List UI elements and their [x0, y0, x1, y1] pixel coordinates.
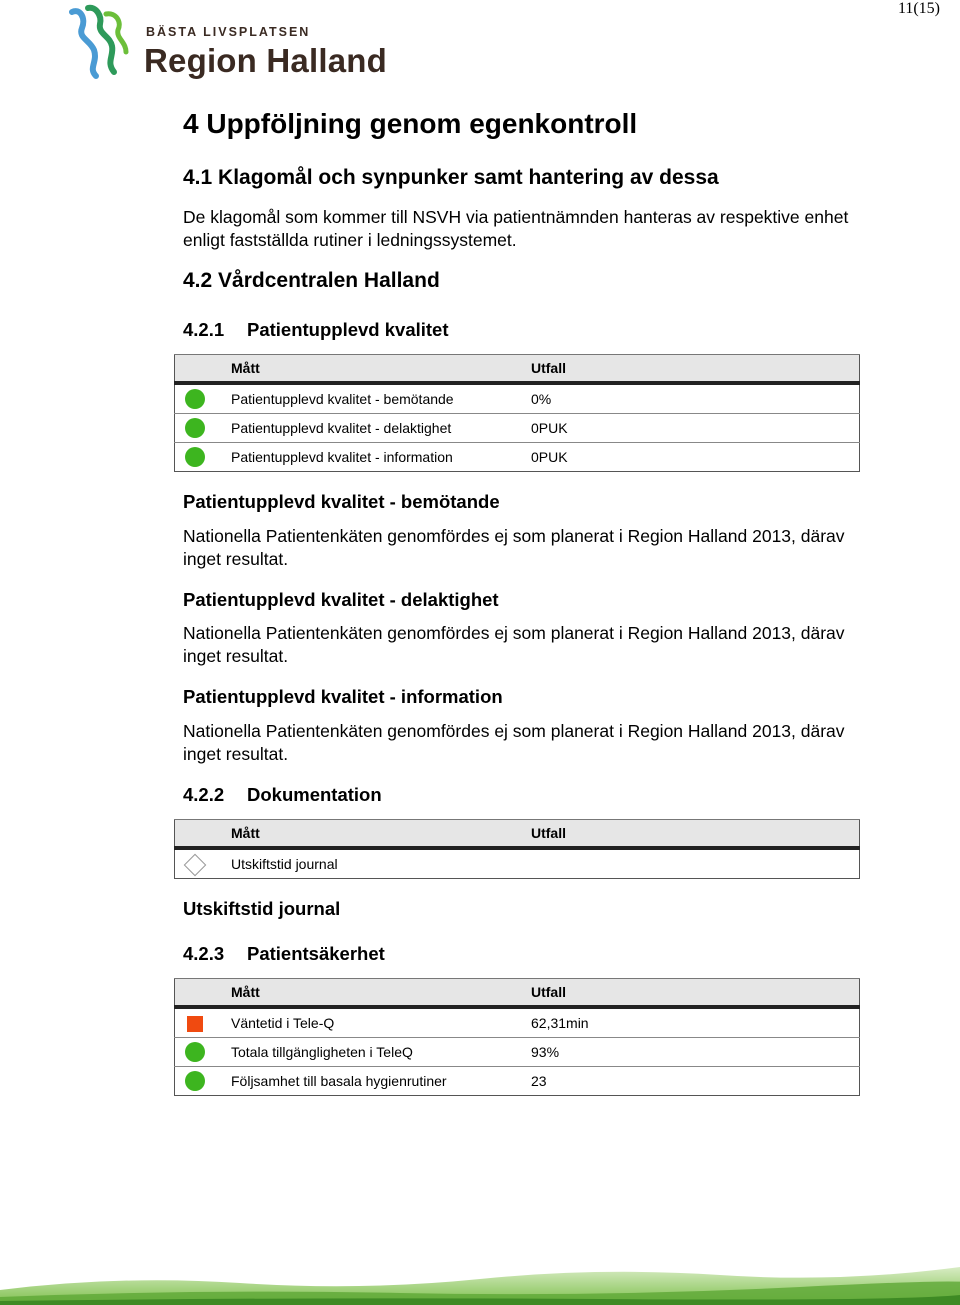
section-title: Patientsäkerhet — [247, 943, 385, 964]
column-header-measure: Mått — [231, 979, 531, 1008]
note-heading: Patientupplevd kvalitet - delaktighet — [183, 589, 499, 610]
column-header-outcome: Utfall — [531, 355, 860, 384]
measure-cell: Patientupplevd kvalitet - information — [231, 443, 531, 472]
section-4-heading: 4 Uppföljning genom egenkontroll — [183, 108, 638, 139]
table-row — [175, 414, 860, 443]
measure-cell: Patientupplevd kvalitet - bemötande — [231, 383, 531, 414]
outcome-cell — [531, 848, 860, 879]
kpi-table-patient-experience — [174, 354, 860, 472]
page-number: 11(15) — [897, 0, 940, 17]
green-status-icon — [185, 418, 205, 438]
green-status-icon — [185, 447, 205, 467]
table-row — [175, 443, 860, 472]
note-heading: Utskiftstid journal — [183, 898, 341, 919]
logo-river-icon — [66, 4, 146, 80]
table-row — [175, 1007, 860, 1038]
column-header-measure: Mått — [231, 820, 531, 849]
table-row — [175, 848, 860, 879]
red-status-icon — [187, 1016, 203, 1032]
column-header-measure: Mått — [231, 355, 531, 384]
section-number: 4.2.2 — [183, 784, 225, 805]
outcome-cell: 0PUK — [531, 443, 860, 472]
table-header-row — [175, 979, 860, 1008]
table-header-row — [175, 820, 860, 849]
section-4-2-3-heading — [183, 943, 385, 965]
table-row — [175, 1067, 860, 1096]
section-number: 4.2.3 — [183, 943, 225, 964]
grass-footer-decoration — [0, 1245, 960, 1305]
note-text: Nationella Patientenkäten genomfördes ej som planerat i Region Halland 2013, därav inget resultat. — [183, 721, 845, 764]
section-4-1-body: De klagomål som kommer till NSVH via patientnämnden hanteras av respektive enhet enligt fastställda rutiner i ledningssystemet. — [183, 207, 849, 250]
section-4-2-heading: 4.2 Vårdcentralen Halland — [183, 269, 440, 292]
measure-cell: Totala tillgängligheten i TeleQ — [231, 1038, 531, 1067]
section-4-2-1-heading — [183, 319, 449, 341]
table-header-row — [175, 355, 860, 384]
note-text: Nationella Patientenkäten genomfördes ej som planerat i Region Halland 2013, därav inget resultat. — [183, 526, 845, 569]
logo-name: Region Halland — [144, 42, 387, 79]
green-status-icon — [185, 1042, 205, 1062]
column-header-outcome: Utfall — [531, 979, 860, 1008]
region-halland-logo — [66, 4, 386, 84]
section-title: Patientupplevd kvalitet — [247, 319, 449, 340]
outcome-cell: 0PUK — [531, 414, 860, 443]
measure-cell: Väntetid i Tele-Q — [231, 1007, 531, 1038]
outcome-cell: 93% — [531, 1038, 860, 1067]
section-title: Dokumentation — [247, 784, 382, 805]
note-heading: Patientupplevd kvalitet - bemötande — [183, 491, 500, 512]
outcome-cell: 23 — [531, 1067, 860, 1096]
note-text: Nationella Patientenkäten genomfördes ej som planerat i Region Halland 2013, därav inget resultat. — [183, 623, 845, 666]
column-header-outcome: Utfall — [531, 820, 860, 849]
table-row — [175, 383, 860, 414]
outcome-cell: 0% — [531, 383, 860, 414]
section-4-1-heading: 4.1 Klagomål och synpunker samt hantering av dessa — [183, 166, 719, 189]
kpi-table-documentation — [174, 819, 860, 879]
measure-cell: Utskiftstid journal — [231, 848, 531, 879]
measure-cell: Följsamhet till basala hygienrutiner — [231, 1067, 531, 1096]
empty-diamond-status-icon — [184, 853, 207, 876]
green-status-icon — [185, 389, 205, 409]
kpi-table-patient-safety — [174, 978, 860, 1096]
section-4-2-2-heading — [183, 784, 382, 806]
green-status-icon — [185, 1071, 205, 1091]
note-heading: Patientupplevd kvalitet - information — [183, 686, 503, 707]
outcome-cell: 62,31min — [531, 1007, 860, 1038]
section-number: 4.2.1 — [183, 319, 225, 340]
logo-tagline: BÄSTA LIVSPLATSEN — [146, 25, 311, 39]
measure-cell: Patientupplevd kvalitet - delaktighet — [231, 414, 531, 443]
table-row — [175, 1038, 860, 1067]
